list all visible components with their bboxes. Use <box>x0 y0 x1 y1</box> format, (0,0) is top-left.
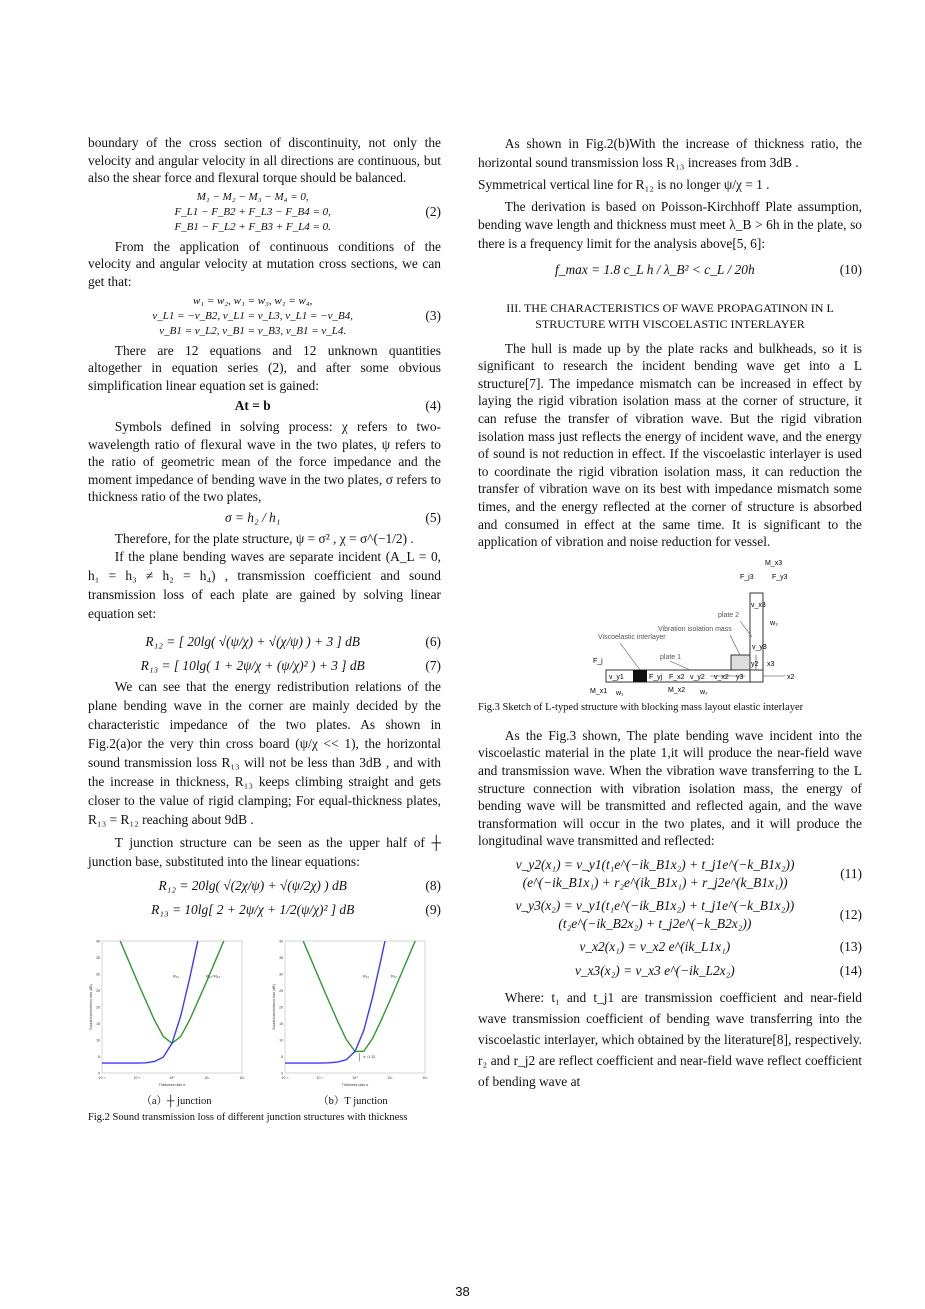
figure-2-caption: Fig.2 Sound transmission loss of different junction structures with thickness <box>88 1112 408 1124</box>
equation-line: M₁ − M₂ − M₃ − M₄ = 0, <box>196 190 309 203</box>
label-x2: x2 <box>787 673 795 681</box>
viscoelastic-interlayer <box>633 670 647 682</box>
equation-4: At = b <box>234 398 271 414</box>
y-tick-label: 40 <box>96 939 100 944</box>
equation-8-row <box>88 877 441 895</box>
y-tick-label: 5 <box>98 1055 100 1060</box>
label-mass: Vibration isolation mass <box>658 625 732 633</box>
annotation-label: σ =1.32 <box>363 1055 376 1060</box>
equation-11-row <box>478 856 862 891</box>
label-fy3: F_y3 <box>772 573 788 581</box>
label-vx3: v_x3 <box>751 601 766 609</box>
label-x3: x3 <box>767 660 775 668</box>
x-tick-label: 10⁻¹ <box>316 1076 324 1081</box>
equation-line: v_B1 = v_L2, v_B1 = v_B3, v_B1 = v_L4. <box>159 324 347 337</box>
chart-t-junction <box>271 935 441 1095</box>
equation-line: v_L1 = −v_B2, v_L1 = v_L3, v_L1 = −v_B4, <box>152 309 353 322</box>
label-fj3: F_j3 <box>740 573 754 581</box>
equation-number: (11) <box>840 865 862 881</box>
plot-area <box>285 941 425 1073</box>
equation-number: (13) <box>839 939 862 955</box>
equation-5-row <box>88 509 441 527</box>
paragraph: As shown in Fig.2(b)With the increase of thickness ratio, the horizontal sound transmission loss R₁₃ increases from 3dB . <box>478 136 862 170</box>
equation-7-row <box>88 657 441 675</box>
equation-14: v_x3(x₂) = v_x3 e^(−ik_L2x₂) <box>574 962 735 978</box>
equation-number: (10) <box>839 262 862 278</box>
y-tick-label: 25 <box>279 989 283 994</box>
figure-2 <box>88 935 441 1095</box>
equation-3 <box>88 294 417 339</box>
label-mx1: M_x1 <box>590 687 608 695</box>
paragraph: From the application of continuous conditions of the velocity and angular velocity at mutation cross sections, we can get that: <box>88 238 441 289</box>
y-tick-label: 10 <box>279 1038 283 1043</box>
label-vy1: v_y1 <box>609 673 624 681</box>
x-tick-label: 10⁰ <box>169 1076 175 1081</box>
equation-5: σ = h₂ / h₁ <box>224 509 281 525</box>
x-tick-label: 10² <box>239 1076 245 1081</box>
figure-3-caption: Fig.3 Sketch of L-typed structure with blocking mass layout elastic interlayer <box>478 701 804 713</box>
equation-6-row <box>88 633 441 651</box>
y-tick-label: 35 <box>279 956 283 961</box>
y-tick-label: 40 <box>279 939 283 944</box>
right-column <box>478 134 862 1092</box>
y-axis-label: Sound transmission loss (dB) <box>272 984 276 1031</box>
equation-8: R₁₂ = 20lg( √(2χ/ψ) + √(ψ/2χ) ) dB <box>158 878 347 894</box>
figure-subcaption-a: （a）┼ junction <box>141 1096 212 1108</box>
paragraph: If the plane bending waves are separate incident (A_L = 0, h₁ = h₃ ≠ h₂ = h₄) , transmission coefficient and sound transmission loss of each plate are gained by solving linear equation set: <box>88 549 441 622</box>
equation-line: F_B1 − F_L2 + F_B3 + F_L4 = 0. <box>174 220 331 233</box>
label-plate-1: plate 1 <box>660 653 682 661</box>
y-tick-label: 5 <box>281 1055 283 1060</box>
label-fx2: F_x2 <box>669 673 685 681</box>
equation-number: (9) <box>425 901 441 917</box>
equation-9: R₁₃ = 10lg[ 2 + 2ψ/χ + 1/2(ψ/χ)² ] dB <box>151 901 355 917</box>
label-mx3: M_x3 <box>765 559 783 567</box>
paragraph: The derivation is based on Poisson-Kirchhoff Plate assumption, bending wave length and thickness must meet λ_B > 6h in the plate, so there is a frequency limit for the analysis above[5, 6]: <box>478 198 862 251</box>
y-tick-label: 20 <box>279 1005 283 1010</box>
x-tick-label: 10² <box>422 1076 428 1081</box>
x-axis-label: Thickness ratio σ <box>158 1083 186 1088</box>
left-column <box>88 134 441 1125</box>
equation-4-row <box>88 397 441 415</box>
x-tick-label: 10¹ <box>387 1076 393 1081</box>
equation-13: v_x2(x₁) = v_x2 e^(ik_L1x₁) <box>579 939 731 955</box>
y-tick-label: 30 <box>279 972 283 977</box>
label-fyj: F_yj <box>649 673 663 681</box>
y-tick-label: 10 <box>96 1038 100 1043</box>
label-w2: w₂ <box>700 688 708 696</box>
paragraph: Therefore, for the plate structure, ψ = σ² , χ = σ^(−1/2) . <box>114 530 414 546</box>
equation-number: (14) <box>839 962 862 978</box>
equation-12-row <box>478 897 862 932</box>
y-tick-label: 15 <box>279 1022 283 1027</box>
figure-subcaption-b: （b）T junction <box>318 1096 388 1108</box>
vibration-isolation-mass <box>731 655 750 670</box>
label-vy2: v_y2 <box>690 673 705 681</box>
y-tick-label: 20 <box>96 1005 100 1010</box>
equation-2-row <box>88 190 441 235</box>
x-tick-label: 10⁻² <box>98 1076 106 1081</box>
x-axis-label: Thickness ratio σ <box>341 1083 369 1088</box>
x-tick-label: 10⁻² <box>281 1076 289 1081</box>
equation-14-row <box>478 962 862 980</box>
paragraph: Symmetrical vertical line for R₁₂ is no longer ψ/χ = 1 . <box>478 177 770 192</box>
series-label: R₁₃ <box>363 973 369 979</box>
plot-area <box>102 941 242 1073</box>
equation-3-row <box>88 294 441 339</box>
page-number: 38 <box>455 1284 470 1299</box>
y-tick-label: 35 <box>96 956 100 961</box>
series-label: R₁₂=R₁₃ <box>206 973 220 979</box>
equation-7: R₁₃ = [ 10lg( 1 + 2ψ/χ + (ψ/χ)² ) + 3 ] dB <box>140 657 365 673</box>
label-mx2: M_x2 <box>668 686 686 694</box>
y-tick-label: 25 <box>96 989 100 994</box>
figure-3-diagram <box>590 557 870 697</box>
equation-10: f_max = 1.8 c_L h / λ_B² < c_L / 20h <box>555 262 755 278</box>
label-y2: y2 <box>751 660 759 668</box>
equation-number: (8) <box>425 878 441 894</box>
equation-line: F_L1 − F_B2 + F_L3 − F_B4 = 0, <box>174 205 331 218</box>
label-plate-2: plate 2 <box>718 611 740 619</box>
paragraph: There are 12 equations and 12 unknown quantities altogether in equation series (2), and after some obvious simplification linear equation set is gained: <box>88 342 441 393</box>
y-axis-label: Sound transmission loss (dB) <box>89 984 93 1031</box>
equation-number: (3) <box>425 308 441 324</box>
y-tick-label: 15 <box>96 1022 100 1027</box>
label-viscoelastic: Viscoelastic interlayer <box>598 633 666 641</box>
equation-12: v_y3(x₂) = v_y1(t₁e^(−ik_B1x₂) + t_j1e^(−k_B1x₂))(t₂e^(−ik_B2x₂) + t_j2e^(−k_B2x₂)) <box>515 898 795 931</box>
y-tick-label: 0 <box>98 1071 100 1076</box>
equation-number: (12) <box>839 906 862 922</box>
paragraph: The hull is made up by the plate racks and bulkheads, so it is significant to research the incident bending wave get into a L structure[7]. The impedance mismatch can be increased in effect by laying the rigid vibration isolation mass at the corner of structure, it can refuse the transfer of vibration wave. But the rigid vibration isolation mass just reflects the energy of incident wave, and the energy of sound is not reduction in effect. If the viscoelastic interlayer is used to coordinate the rigid vibration isolation mass, it can reduction the transfer of vibration wave on its best with impedance mismatch some times, and the energy reflected at the corner of structure is absorbed and consumed in effect at the same time. It is significant to the application of vibration and noise reduction for vessel. <box>478 340 862 550</box>
equation-9-row <box>88 901 441 919</box>
series-label: R₁₃ <box>173 973 179 979</box>
label-fj: F_j <box>593 657 603 665</box>
x-tick-label: 10⁻¹ <box>133 1076 141 1081</box>
equation-2 <box>88 190 417 235</box>
series-label: R₁₂ <box>391 973 397 979</box>
equation-number: (2) <box>425 204 441 220</box>
equation-number: (5) <box>425 509 441 525</box>
equation-number: (6) <box>425 634 441 650</box>
equation-13-row <box>478 938 862 956</box>
label-vy3: v_y3 <box>752 643 767 651</box>
paragraph: boundary of the cross section of discontinuity, not only the velocity and angular velocity in all directions are continuous, but also the shear force and flexural torque should be balanced. <box>88 135 441 186</box>
figure-2-subcaptions <box>88 1095 441 1109</box>
x-tick-label: 10¹ <box>204 1076 210 1081</box>
y-tick-label: 0 <box>281 1071 283 1076</box>
equation-10-row <box>478 261 862 279</box>
paragraph: We can see that the energy redistribution relations of the plane bending wave in the corner are mainly decided by the characteristic impedance of the two plates. As shown in Fig.2(a)or the very thin cross board (ψ/χ << 1), the horizontal sound transmission loss R₁₃ will not be less than 3dB , and with the increase in thickness, R₁₃ keeps climbing straight and gets closer to the value of rigid clamping; For equal-thickness plates, R₁₃ = R₁₂ reaching about 9dB . <box>88 679 441 828</box>
label-y3: y3 <box>736 673 744 681</box>
label-vx2: v_x2 <box>714 673 729 681</box>
equation-number: (4) <box>425 398 441 414</box>
label-w1: w₁ <box>616 689 624 697</box>
equation-number: (7) <box>425 657 441 673</box>
paragraph: Symbols defined in solving process: χ refers to two-wavelength ratio of flexural wave in the two plates, ψ refers to the ratio of geometric mean of the force impedance and the moment impedance of bending wave in the two plates, σ refers to thickness ratio of the two plates, <box>88 418 441 505</box>
section-heading: III. THE CHARACTERISTICS OF WAVE PROPAGATINON IN L STRUCTURE WITH VISCOELASTIC INTERLAYER <box>506 300 834 331</box>
equation-line: w₁ = w₂, w₁ = w₃, w₁ = w₄, <box>192 294 313 307</box>
y-tick-label: 30 <box>96 972 100 977</box>
equation-6: R₁₂ = [ 20lg( √(ψ/χ) + √(χ/ψ) ) + 3 ] dB <box>145 634 360 650</box>
label-w3: w₃ <box>770 619 778 627</box>
paragraph: Where: t₁ and t_j1 are transmission coefficient and near-field wave transmission coefficient of bending wave transferring into the viscoelastic interlayer, which obtained by the literature[8], respectively. r₂ and r_j2 are reflect coefficient and near-field wave reflect coefficient of bending wave at <box>478 989 862 1089</box>
chart-cross-junction <box>88 935 258 1095</box>
paragraph: As the Fig.3 shown, The plate bending wave incident into the viscoelastic material in the plate 1,it will produce the near-field wave and transmission wave. When the vibration wave transferring to the L structure connection with vibration isolation mass, the energy of bending wave will be transmitted and reflected again, and the wave transformation will occur in the two plates, and it will produce the longitudinal wave transmitted and reflected: <box>478 727 862 849</box>
x-tick-label: 10⁰ <box>352 1076 358 1081</box>
equation-11: v_y2(x₁) = v_y1(t₁e^(−ik_B1x₂) + t_j1e^(−k_B1x₂))(e^(−ik_B1x₁) + r₂e^(ik_B1x₁) + r_j2e^(k_B1x₁)) <box>515 856 795 890</box>
paragraph: T junction structure can be seen as the upper half of ┼ junction base, substituted into the linear equations: <box>88 835 441 870</box>
